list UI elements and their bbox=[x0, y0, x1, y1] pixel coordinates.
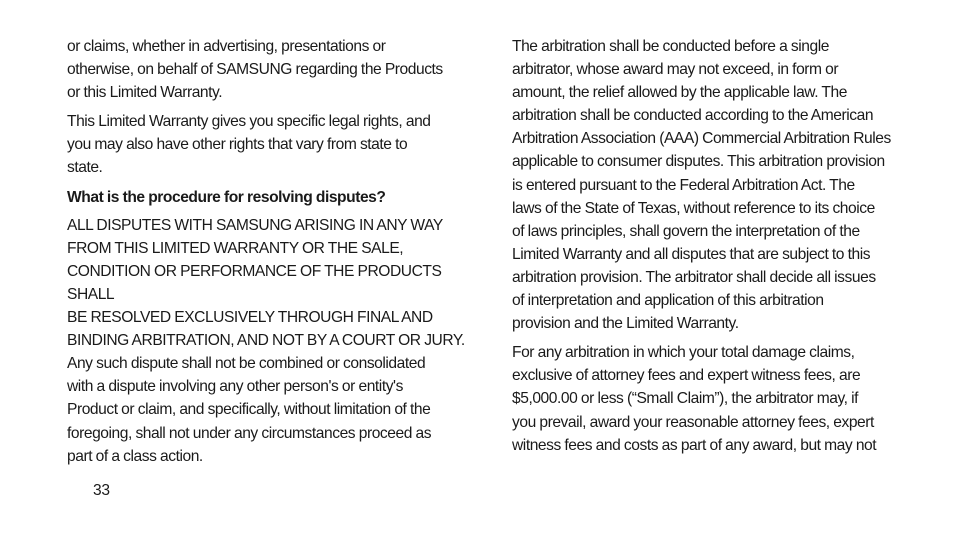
page-number: 33 bbox=[93, 482, 110, 499]
left-column bbox=[67, 35, 467, 474]
paragraph-legal-rights: This Limited Warranty gives you specific legal rights, and you may also have other rights that vary from state to state. bbox=[67, 113, 431, 177]
paragraph-all-disputes: ALL DISPUTES WITH SAMSUNG ARISING IN ANY WAY FROM THIS LIMITED WARRANTY OR THE SALE, CONDITION OR PERFORMANCE OF THE PRODUCTS SHALL BE RESOLVED EXCLUSIVELY THROUGH FINAL AND BINDING ARBITRATION, AND NOT BY A COURT OR JURY. Any such dispute shall not be combined or consolidated with a dispute involving any other person's or entity's Product or claim, and specifically, without limitation of the foregoing, shall not under any circumstances proceed as part of a class action. bbox=[67, 216, 465, 465]
paragraph-arbitration-conduct: The arbitration shall be conducted before a single arbitrator, whose award may not exceed, in form or amount, the relief allowed by the applicable law. The arbitration shall be conducted according to the American Arbitration Association (AAA) Commercial Arbitration Rules applicable to consumer disputes. This arbitration provision is entered pursuant to the Federal Arbitration Act. The laws of the State of Texas, without reference to its choice of laws principles, shall govern the interpretation of the Limited Warranty and all disputes that are subject to this arbitration provision. The arbitrator shall decide all issues of interpretation and application of this arbitration provision and the Limited Warranty. bbox=[512, 38, 891, 333]
right-column bbox=[512, 35, 912, 463]
paragraph-claims-continuation: or claims, whether in advertising, presentations or otherwise, on behalf of SAMSUNG regarding the Products or this Limited Warranty. bbox=[67, 38, 443, 102]
section-heading-disputes: What is the procedure for resolving disputes? bbox=[67, 188, 386, 206]
paragraph-small-claim: For any arbitration in which your total damage claims, exclusive of attorney fees and expert witness fees, are $5,000.00 or less (“Small Claim”), the arbitrator may, if you prevail, award your reasonable attorney fees, expert witness fees and costs as part of any award, but may not bbox=[512, 344, 877, 454]
